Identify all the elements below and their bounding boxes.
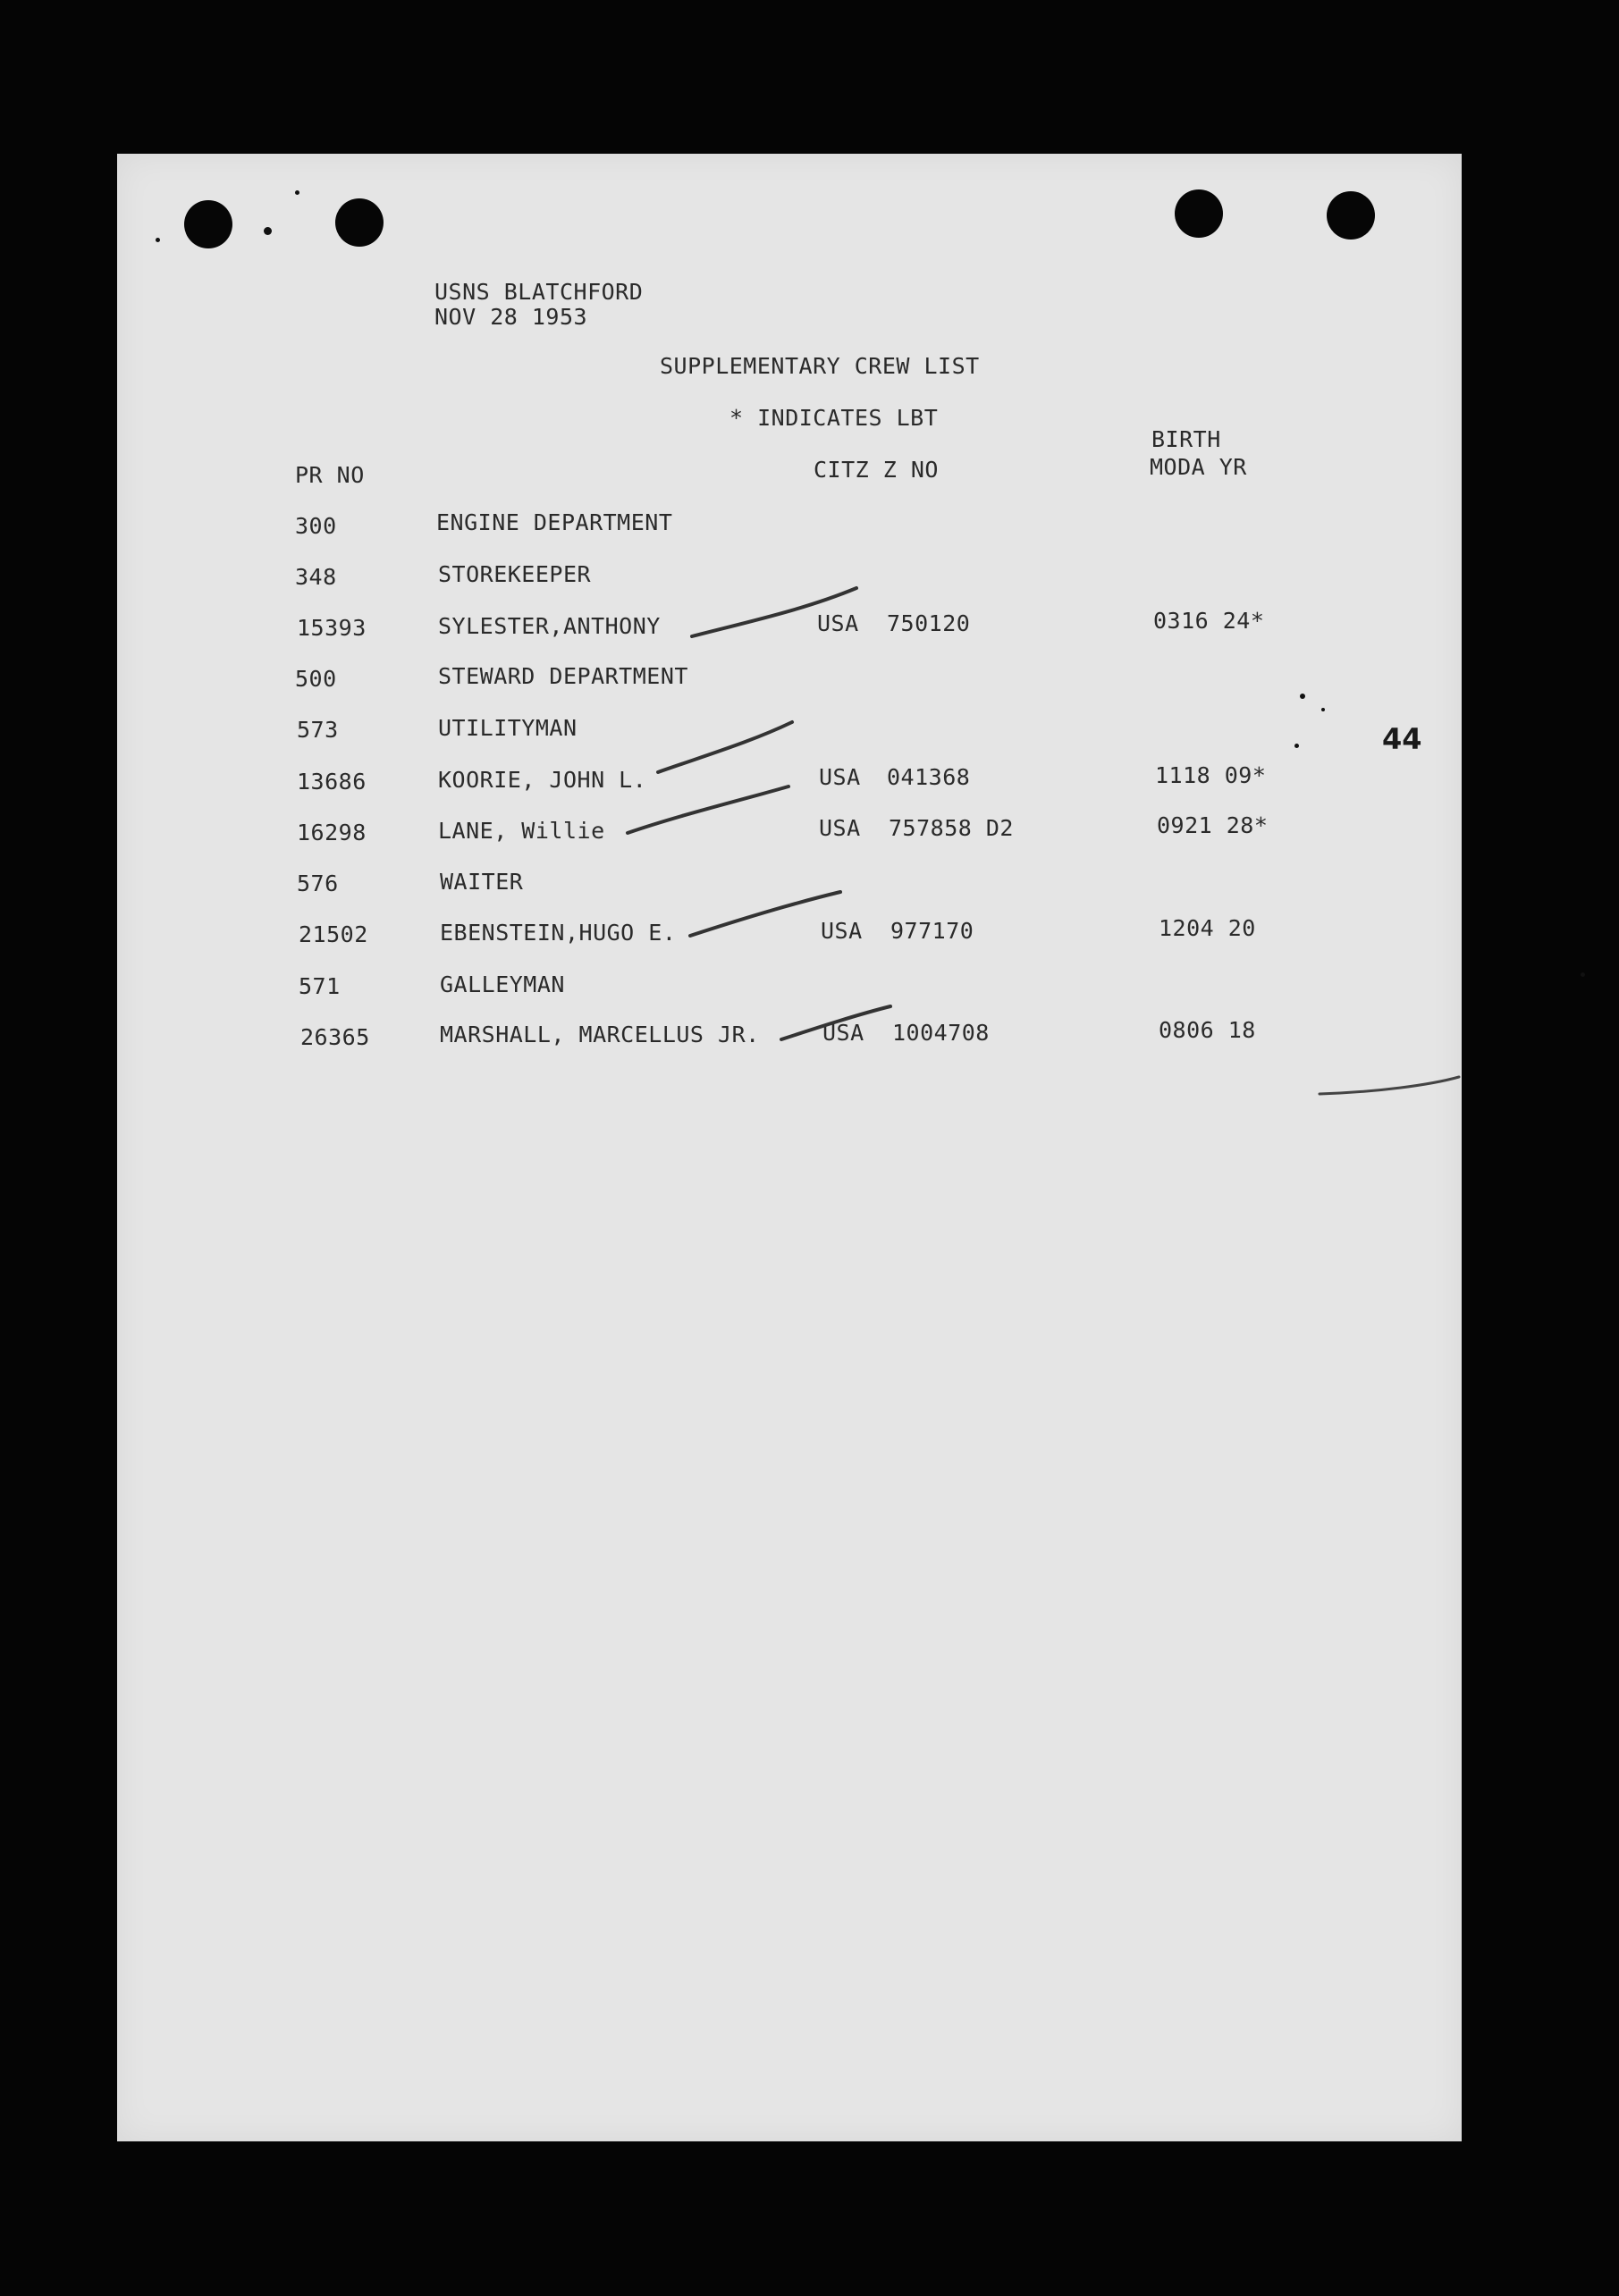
crew-name: EBENSTEIN,HUGO E. (440, 920, 677, 946)
ink-speck (1321, 708, 1325, 711)
crew-name: LANE, Willie (438, 818, 605, 844)
z-number: 757858 D2 (889, 815, 1014, 841)
crew-name: KOORIE, JOHN L. (438, 767, 647, 793)
punch-hole-4 (1327, 191, 1375, 240)
z-number: 750120 (887, 610, 971, 636)
pr-number: 21502 (299, 921, 368, 947)
punch-hole-1 (184, 200, 232, 248)
ink-speck (1581, 972, 1585, 977)
department-name: ENGINE DEPARTMENT (436, 509, 673, 535)
crew-name: MARSHALL, MARCELLUS JR. (440, 1022, 760, 1047)
birth-date: 0316 24* (1153, 608, 1265, 634)
citizenship: USA (819, 764, 861, 790)
department-name: STEWARD DEPARTMENT (438, 663, 688, 689)
pr-number: 576 (297, 870, 339, 896)
list-date: NOV 28 1953 (434, 304, 588, 330)
punch-hole-3 (1175, 189, 1223, 238)
document-page (117, 154, 1462, 2141)
z-number: 977170 (890, 918, 974, 944)
birth-date: 0921 28* (1157, 812, 1269, 838)
handwritten-page-number: 44 (1382, 722, 1422, 756)
ink-speck (156, 238, 160, 242)
citizenship: USA (817, 610, 859, 636)
crew-name: SYLESTER,ANTHONY (438, 613, 661, 639)
ink-speck (295, 190, 299, 195)
pr-number: 13686 (297, 769, 367, 795)
column-header-citz-z-no: CITZ Z NO (814, 457, 939, 483)
ink-speck (1300, 694, 1305, 699)
pr-number: 26365 (300, 1024, 370, 1050)
birth-date: 1204 20 (1159, 915, 1256, 941)
ink-speck (264, 227, 272, 235)
pr-number: 571 (299, 973, 341, 999)
column-header-birth: BIRTH (1151, 426, 1221, 452)
pr-number: 500 (295, 666, 337, 692)
pr-number: 15393 (297, 615, 367, 641)
citizenship: USA (821, 918, 863, 944)
rating-name: UTILITYMAN (438, 715, 578, 741)
column-header-moda-yr: MODA YR (1150, 454, 1247, 480)
pr-number: 300 (295, 513, 337, 539)
ink-speck (1294, 744, 1299, 748)
birth-date: 0806 18 (1159, 1017, 1256, 1043)
pr-number: 16298 (297, 820, 367, 845)
pr-number: 573 (297, 717, 339, 743)
rating-name: GALLEYMAN (440, 971, 565, 997)
column-header-pr-no: PR NO (295, 462, 365, 488)
punch-hole-2 (335, 198, 384, 247)
z-number: 1004708 (892, 1020, 990, 1046)
z-number: 041368 (887, 764, 971, 790)
ship-name: USNS BLATCHFORD (434, 279, 644, 305)
pr-number: 348 (295, 564, 337, 590)
legend-note: * INDICATES LBT (729, 405, 939, 431)
citizenship: USA (819, 815, 861, 841)
birth-date: 1118 09* (1155, 762, 1267, 788)
rating-name: WAITER (440, 869, 524, 895)
page-title: SUPPLEMENTARY CREW LIST (660, 353, 980, 379)
citizenship: USA (822, 1020, 864, 1046)
rating-name: STOREKEEPER (438, 561, 592, 587)
